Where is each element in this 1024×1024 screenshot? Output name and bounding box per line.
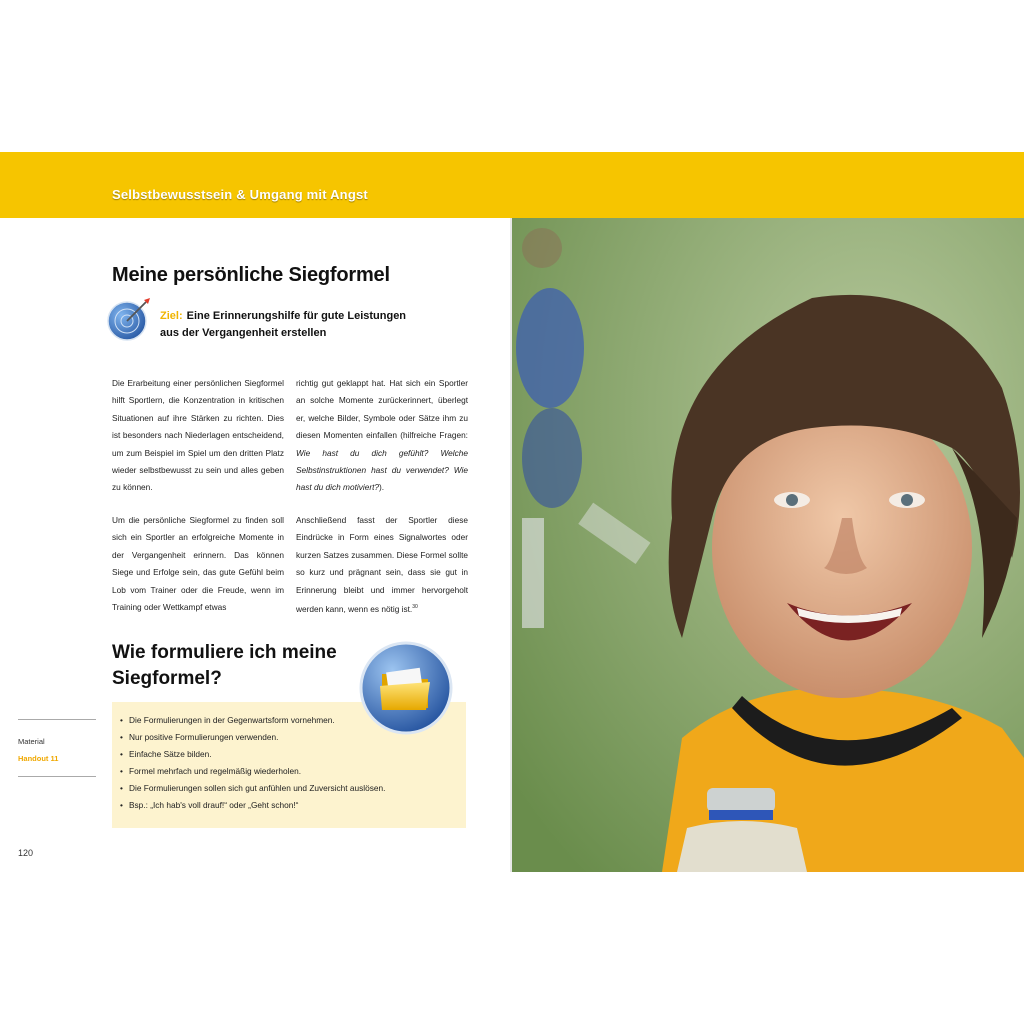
- section-title: Selbstbewusstsein & Umgang mit Angst: [112, 187, 368, 202]
- goal-label: Ziel:: [160, 310, 183, 322]
- target-dart-icon: [106, 296, 152, 342]
- photo-illustration: [512, 218, 1024, 872]
- material-label: Material: [18, 737, 45, 746]
- sidebar-rule-top: [18, 719, 96, 720]
- article-title: Meine persönliche Siegformel: [112, 264, 390, 286]
- footnote-reference: 30: [412, 604, 418, 611]
- paragraph-text-part: Anschließend fasst der Sportler diese Eindrücke in Form eines Signalwortes oder kurzen Satzes zusammen. Diese Formel sollte so kurz und prägnant sein, dass sie gut in Erinnerung bleibt und immer hervorgeholt werden kann, wenn es nötig ist.: [296, 515, 468, 614]
- paragraph-text: [296, 512, 468, 618]
- paragraph-text-part: richtig gut geklappt hat. Hat sich ein Sportler an solche Momente zurückerinnert, überlegt er, welche Bilder, Symbole oder Sätze ihm zu diesen Momenten einfallen (hilfreiche Fragen:: [296, 378, 468, 441]
- paragraph-text: Die Erarbeitung einer persönlichen Siegformel hilft Sportlern, die Konzentration in kritischen Situationen auf ihre Stärken zu richten. Dies ist besonders nach Niederlagen entscheidend, um zum Beispiel im Spiel um den dritten Platz wieder selbstbewusst zu sein und alles geben zu können.: [112, 378, 284, 493]
- section-subtitle: Wie formuliere ich meine Siegformel?: [112, 642, 337, 689]
- list-item: • Die Formulierungen in der Gegenwartsform vornehmen.: [120, 712, 466, 729]
- handout-label: Handout 11: [18, 754, 59, 763]
- sidebar-rule-bottom: [18, 776, 96, 777]
- guiding-questions: Wie hast du dich gefühlt? Welche Selbstinstruktionen hast du verwendet? Wie hast du dich motiviert?: [296, 447, 468, 493]
- paragraph-2-column-1: [112, 512, 284, 616]
- paragraph-text-part: ).: [379, 482, 385, 493]
- list-item: • Einfache Sätze bilden.: [120, 746, 466, 763]
- paragraph-text: [296, 375, 468, 497]
- paragraph-2-column-2: [296, 512, 468, 618]
- paragraph-1-column-2: [296, 375, 468, 497]
- list-item: • Die Formulierungen sollen sich gut anfühlen und Zuversicht auslösen.: [120, 780, 466, 797]
- goal-text: Eine Erinnerungshilfe für gute Leistungen aus der Vergangenheit erstellen: [160, 310, 407, 339]
- page-number: 120: [18, 848, 34, 858]
- header-band: [0, 152, 1024, 218]
- paragraph-text: Um die persönliche Siegformel zu finden soll sich ein Sportler an erfolgreiche Momente in der Vergangenheit erinnern. Das können Siege und Erfolge sein, das gute Gefühl beim Lob vom Trainer oder die Freude, wenn im Training oder Wettkampf etwas: [112, 515, 284, 613]
- photo-smiling-boy: [512, 218, 1024, 872]
- list-item: • Bsp.: „Ich hab's voll drauf!“ oder „Geht schon!“: [120, 797, 466, 814]
- list-item: • Nur positive Formulierungen verwenden.: [120, 729, 466, 746]
- goal-statement: [160, 308, 420, 342]
- folder-icon: [358, 640, 454, 736]
- paragraph-1-column-1: [112, 375, 284, 497]
- list-item: • Formel mehrfach und regelmäßig wiederholen.: [120, 763, 466, 780]
